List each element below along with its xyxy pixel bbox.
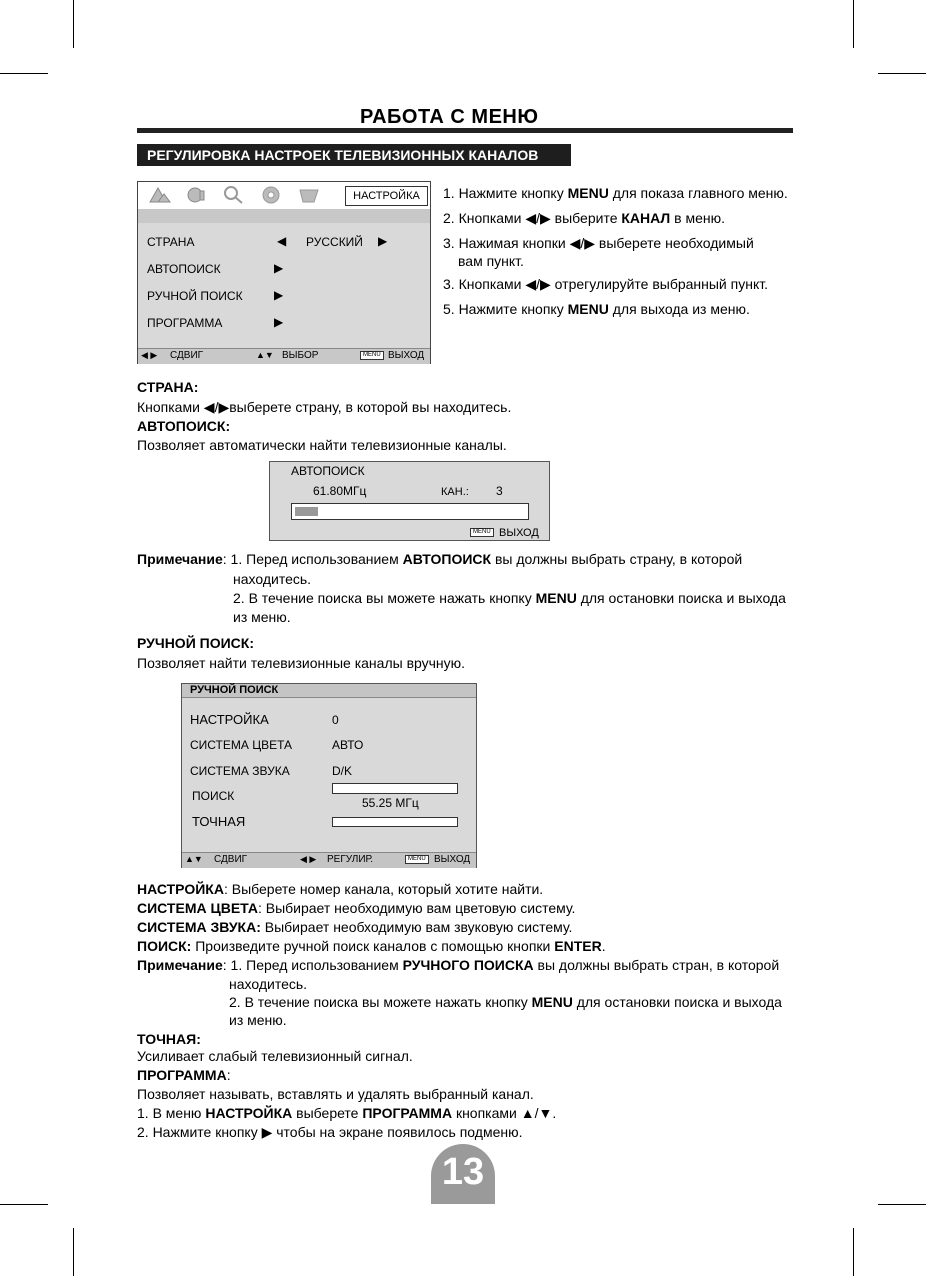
autosearch-text: Позволяет автоматически найти телевизионные каналы. — [137, 437, 507, 453]
manual-row-sound-system[interactable]: СИСТЕМА ЗВУКА — [190, 764, 290, 778]
menu-icons — [138, 182, 338, 209]
def-search: ПОИСК: Произведите ручной поиск каналов с помощью кнопки ENTER. — [137, 938, 606, 954]
menu-row-autosearch[interactable]: АВТОПОИСК — [147, 262, 221, 276]
manual-row-color-system[interactable]: СИСТЕМА ЦВЕТА — [190, 738, 293, 752]
crop-mark — [73, 1228, 74, 1276]
note-2-line-4: из меню. — [229, 1012, 287, 1028]
manual-row-search[interactable]: ПОИСК — [192, 789, 235, 803]
fine-text: Усиливает слабый телевизионный сигнал. — [137, 1048, 413, 1064]
crop-mark — [853, 1228, 854, 1276]
search-icon — [225, 187, 242, 203]
menu-badge: MENU — [360, 351, 384, 360]
tab-setup[interactable]: НАСТРОЙКА — [345, 186, 428, 206]
manual-row-sound-system-value: D/K — [332, 764, 353, 778]
manual-row-tuning[interactable]: НАСТРОЙКА — [190, 712, 269, 727]
program-text: Позволяет называть, вставлять и удалять выбранный канал. — [137, 1086, 534, 1102]
step-3: 3. Нажимая кнопки ◀/▶ выберете необходимый — [443, 235, 754, 251]
def-tuning: НАСТРОЙКА: Выберете номер канала, который хотите найти. — [137, 881, 544, 897]
autosearch-freq: 61.80МГц — [313, 484, 367, 498]
manual-panel-title: РУЧНОЙ ПОИСК — [190, 684, 279, 696]
left-right-arrows-icon: ◀ ▶ — [300, 854, 317, 864]
step-5: 5. Нажмите кнопку MENU для выхода из меню. — [443, 301, 750, 317]
section-title: РЕГУЛИРОВКА НАСТРОЕК ТЕЛЕВИЗИОННЫХ КАНАЛОВ — [137, 144, 571, 166]
crop-mark — [878, 1204, 926, 1205]
note-2-line-1: Примечание: 1. Перед использованием РУЧНОГО ПОИСКА вы должны выбрать стран, в которой — [137, 957, 780, 973]
fine-heading: ТОЧНАЯ: — [137, 1031, 201, 1047]
channel-icon — [300, 190, 318, 202]
note-2-line-2: находитесь. — [229, 976, 308, 992]
right-arrow-icon: ▶ — [274, 288, 284, 302]
manual-row-tuning-value: 0 — [332, 713, 339, 727]
note-1-line-3: 2. В течение поиска вы можете нажать кнопку MENU для остановки поиска и выхода — [233, 590, 786, 606]
manual-search-heading: РУЧНОЙ ПОИСК: — [137, 635, 254, 651]
autosearch-screen — [269, 461, 550, 541]
left-right-arrows-icon: ◀ ▶ — [141, 350, 158, 360]
step-3-cont: вам пункт. — [458, 253, 524, 269]
menu-row-program[interactable]: ПРОГРАММА — [147, 316, 223, 330]
right-arrow-icon: ▶ — [274, 315, 284, 329]
crop-mark — [73, 0, 74, 48]
menu-badge: MENU — [405, 855, 429, 864]
manual-search-text: Позволяет найти телевизионные каналы вручную. — [137, 655, 466, 671]
step-2: 2. Кнопками ◀/▶ выберите КАНАЛ в меню. — [443, 210, 725, 226]
search-bar[interactable] — [332, 783, 458, 794]
sound-icon — [188, 188, 204, 202]
crop-mark — [853, 0, 854, 48]
autosearch-heading: АВТОПОИСК: — [137, 418, 231, 434]
footer-move: СДВИГ — [214, 854, 248, 865]
note-1-line-1: Примечание: 1. Перед использованием АВТОПОИСК вы должны выбрать страну, в которой — [137, 551, 743, 567]
footer-select: ВЫБОР — [282, 350, 319, 361]
menu-row-manual-search[interactable]: РУЧНОЙ ПОИСК — [147, 289, 243, 303]
channel-label: КАН.: — [441, 486, 469, 498]
up-down-arrows-icon: ▲▼ — [185, 854, 203, 864]
manual-row-color-system-value: АВТО — [332, 738, 364, 752]
note-1-line-4: из меню. — [233, 609, 291, 625]
autosearch-progress-fill — [295, 507, 318, 516]
footer-exit: ВЫХОД — [388, 350, 425, 361]
note-1-line-2: находитесь. — [233, 571, 312, 587]
country-text: Кнопками ◀/▶выберете страну, в которой вы находитесь. — [137, 399, 512, 415]
crop-mark — [0, 1204, 48, 1205]
program-step-1: 1. В меню НАСТРОЙКА выберете ПРОГРАММА кнопками ▲/▼. — [137, 1105, 557, 1121]
picture-icon — [150, 188, 170, 202]
manual-search-screen — [181, 683, 477, 868]
menu-badge: MENU — [470, 528, 494, 537]
exit-label: ВЫХОД — [499, 527, 539, 539]
page-title: РАБОТА С МЕНЮ — [360, 106, 539, 128]
search-frequency: 55.25 МГц — [362, 796, 419, 810]
menu-row-country-value: РУССКИЙ — [306, 235, 363, 249]
def-sound-system: СИСТЕМА ЗВУКА: Выбирает необходимую вам звуковую систему. — [137, 919, 573, 935]
up-down-arrows-icon: ▲▼ — [256, 350, 274, 360]
menu-footer — [138, 348, 430, 364]
crop-mark — [878, 73, 926, 74]
setup-menu-screen — [137, 181, 431, 364]
def-color-system: СИСТЕМА ЦВЕТА: Выбирает необходимую вам цветовую систему. — [137, 900, 576, 916]
autosearch-title: АВТОПОИСК — [291, 464, 365, 478]
manual-panel-footer — [182, 852, 476, 868]
menu-row-country[interactable]: СТРАНА — [147, 235, 195, 249]
menu-strip — [138, 209, 430, 223]
page-number: 13 — [431, 1144, 495, 1204]
footer-exit: ВЫХОД — [434, 854, 471, 865]
step-4: 3. Кнопками ◀/▶ отрегулируйте выбранный пункт. — [443, 276, 768, 292]
right-arrow-icon: ▶ — [378, 234, 388, 248]
program-heading: ПРОГРАММА: — [137, 1067, 231, 1083]
channel-value: 3 — [496, 484, 503, 498]
gear-icon — [263, 187, 279, 203]
fine-tune-bar[interactable] — [332, 817, 458, 827]
footer-move: СДВИГ — [170, 350, 204, 361]
manual-row-fine[interactable]: ТОЧНАЯ — [192, 814, 246, 829]
footer-adjust: РЕГУЛИР. — [327, 854, 374, 865]
autosearch-progress-bar — [291, 503, 529, 520]
crop-mark — [0, 73, 48, 74]
country-heading: СТРАНА: — [137, 379, 199, 395]
step-1: 1. Нажмите кнопку MENU для показа главного меню. — [443, 185, 788, 201]
left-arrow-icon: ◀ — [277, 234, 287, 248]
menu-icon-bar — [138, 182, 430, 209]
note-2-line-3: 2. В течение поиска вы можете нажать кнопку MENU для остановки поиска и выхода — [229, 994, 782, 1010]
right-arrow-icon: ▶ — [274, 261, 284, 275]
program-step-2: 2. Нажмите кнопку ▶ чтобы на экране появилось подменю. — [137, 1124, 523, 1140]
title-rule — [137, 128, 793, 133]
